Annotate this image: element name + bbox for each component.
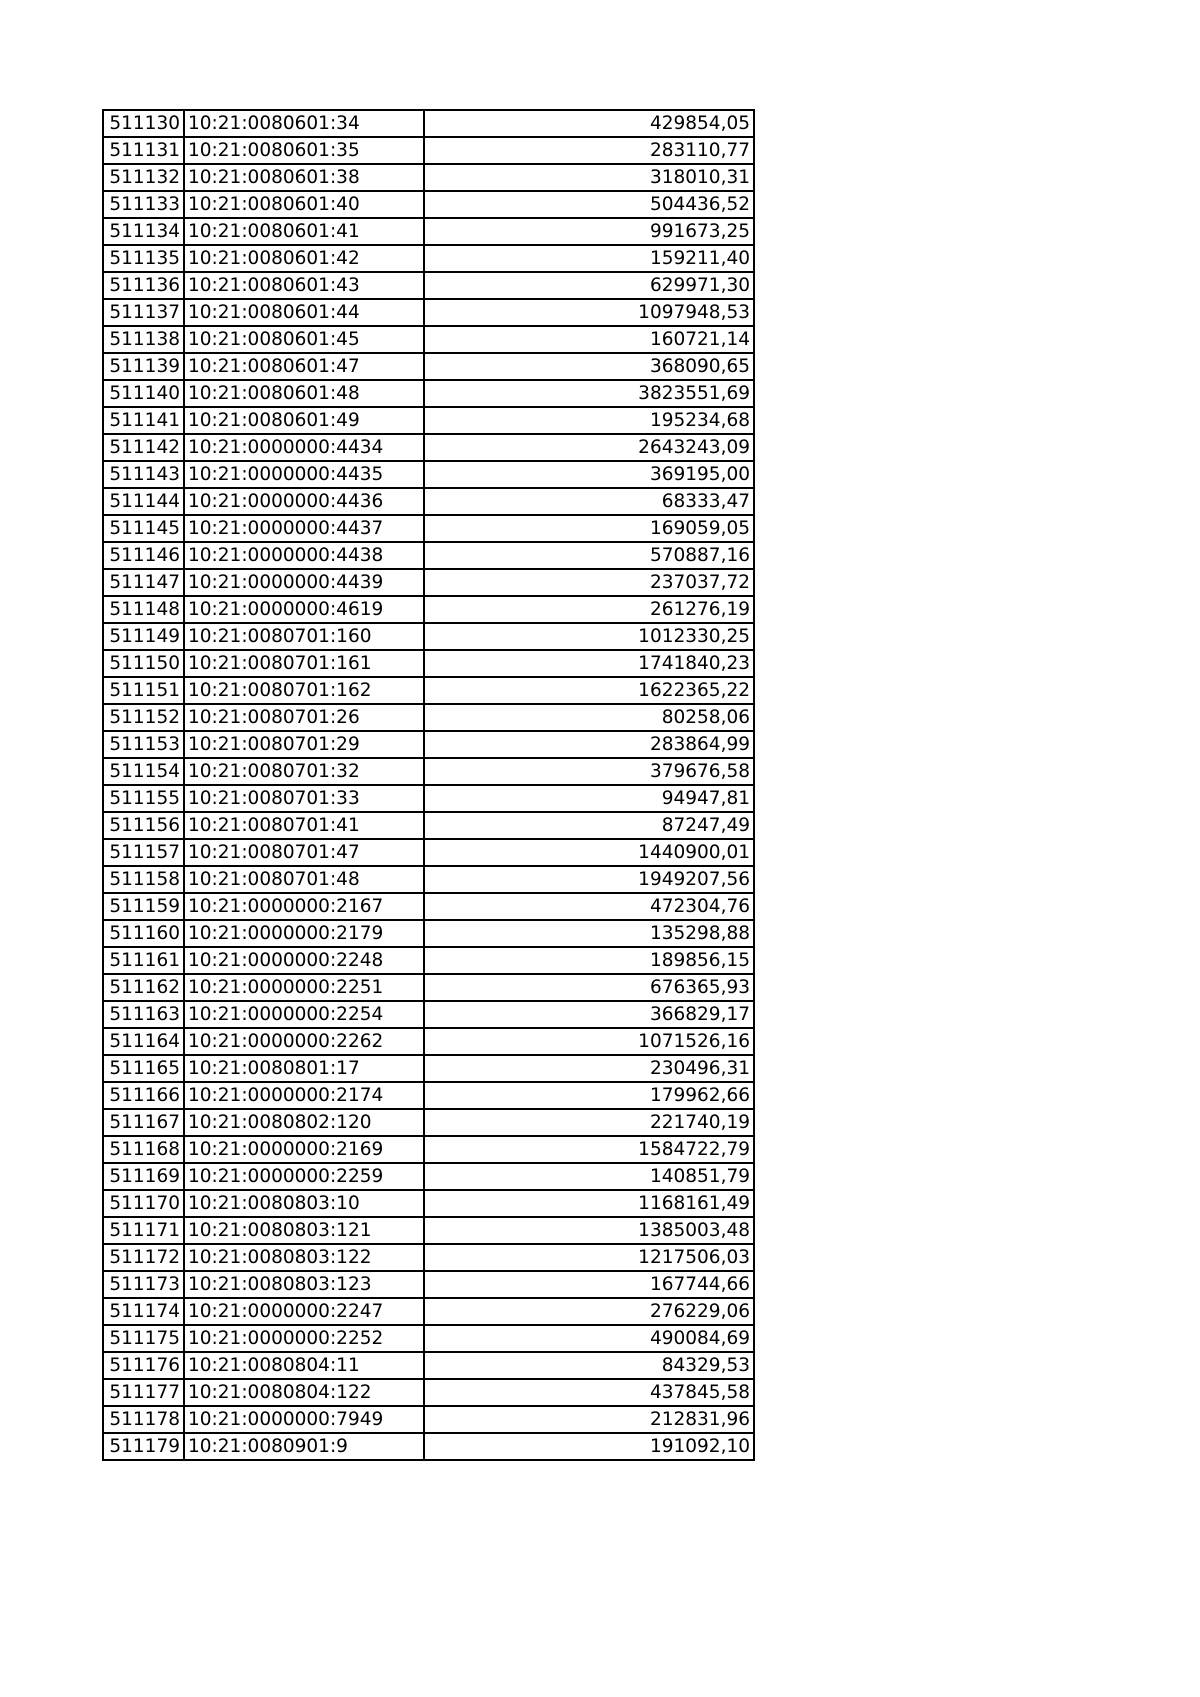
- row-id-cell: 511167: [103, 1109, 184, 1136]
- value-cell: 68333,47: [424, 488, 754, 515]
- row-id-cell: 511139: [103, 353, 184, 380]
- row-id-cell: 511170: [103, 1190, 184, 1217]
- row-id-cell: 511172: [103, 1244, 184, 1271]
- cadastral-number-cell: 10:21:0080701:47: [184, 839, 424, 866]
- cadastral-number-cell: 10:21:0080701:160: [184, 623, 424, 650]
- value-cell: 629971,30: [424, 272, 754, 299]
- value-cell: 366829,17: [424, 1001, 754, 1028]
- value-cell: 87247,49: [424, 812, 754, 839]
- table-row: [103, 218, 754, 245]
- value-cell: 570887,16: [424, 542, 754, 569]
- row-id-cell: 511162: [103, 974, 184, 1001]
- cadastral-number-cell: 10:21:0000000:7949: [184, 1406, 424, 1433]
- value-cell: 283110,77: [424, 137, 754, 164]
- cadastral-number-cell: 10:21:0000000:2179: [184, 920, 424, 947]
- table-row: [103, 1352, 754, 1379]
- cadastral-number-cell: 10:21:0000000:2254: [184, 1001, 424, 1028]
- row-id-cell: 511140: [103, 380, 184, 407]
- value-cell: 189856,15: [424, 947, 754, 974]
- row-id-cell: 511135: [103, 245, 184, 272]
- cadastral-number-cell: 10:21:0080802:120: [184, 1109, 424, 1136]
- value-cell: 437845,58: [424, 1379, 754, 1406]
- cadastral-number-cell: 10:21:0000000:4435: [184, 461, 424, 488]
- row-id-cell: 511175: [103, 1325, 184, 1352]
- table-row: [103, 1190, 754, 1217]
- table-row: [103, 947, 754, 974]
- cadastral-number-cell: 10:21:0080801:17: [184, 1055, 424, 1082]
- value-cell: 504436,52: [424, 191, 754, 218]
- table-row: [103, 1379, 754, 1406]
- table-row: [103, 1217, 754, 1244]
- cadastral-number-cell: 10:21:0080601:34: [184, 110, 424, 137]
- cadastral-number-cell: 10:21:0000000:2247: [184, 1298, 424, 1325]
- value-cell: 472304,76: [424, 893, 754, 920]
- cadastral-number-cell: 10:21:0080701:41: [184, 812, 424, 839]
- table-row: [103, 1163, 754, 1190]
- value-cell: 212831,96: [424, 1406, 754, 1433]
- value-cell: 991673,25: [424, 218, 754, 245]
- value-cell: 221740,19: [424, 1109, 754, 1136]
- cadastral-number-cell: 10:21:0080601:41: [184, 218, 424, 245]
- row-id-cell: 511176: [103, 1352, 184, 1379]
- value-cell: 179962,66: [424, 1082, 754, 1109]
- table-row: [103, 866, 754, 893]
- value-cell: 379676,58: [424, 758, 754, 785]
- value-cell: 3823551,69: [424, 380, 754, 407]
- table-row: [103, 1406, 754, 1433]
- cadastral-number-cell: 10:21:0080601:35: [184, 137, 424, 164]
- table-row: [103, 920, 754, 947]
- cadastral-number-cell: 10:21:0080601:49: [184, 407, 424, 434]
- value-cell: 1741840,23: [424, 650, 754, 677]
- value-cell: 160721,14: [424, 326, 754, 353]
- cadastral-number-cell: 10:21:0000000:2167: [184, 893, 424, 920]
- value-cell: 237037,72: [424, 569, 754, 596]
- row-id-cell: 511148: [103, 596, 184, 623]
- cadastral-number-cell: 10:21:0080701:33: [184, 785, 424, 812]
- cadastral-number-cell: 10:21:0000000:4437: [184, 515, 424, 542]
- table-row: [103, 1271, 754, 1298]
- cadastral-number-cell: 10:21:0080803:10: [184, 1190, 424, 1217]
- table-row: [103, 623, 754, 650]
- cadastral-number-cell: 10:21:0000000:4619: [184, 596, 424, 623]
- row-id-cell: 511145: [103, 515, 184, 542]
- table-row: [103, 164, 754, 191]
- cadastral-number-cell: 10:21:0080701:161: [184, 650, 424, 677]
- value-cell: 80258,06: [424, 704, 754, 731]
- row-id-cell: 511147: [103, 569, 184, 596]
- row-id-cell: 511161: [103, 947, 184, 974]
- row-id-cell: 511142: [103, 434, 184, 461]
- row-id-cell: 511166: [103, 1082, 184, 1109]
- table-row: [103, 569, 754, 596]
- row-id-cell: 511131: [103, 137, 184, 164]
- row-id-cell: 511146: [103, 542, 184, 569]
- table-row: [103, 461, 754, 488]
- row-id-cell: 511169: [103, 1163, 184, 1190]
- table-row: [103, 245, 754, 272]
- table-row: [103, 110, 754, 137]
- value-cell: 159211,40: [424, 245, 754, 272]
- table-row: [103, 596, 754, 623]
- row-id-cell: 511174: [103, 1298, 184, 1325]
- value-cell: 191092,10: [424, 1433, 754, 1460]
- table-row: [103, 785, 754, 812]
- value-cell: 1440900,01: [424, 839, 754, 866]
- row-id-cell: 511156: [103, 812, 184, 839]
- cadastral-number-cell: 10:21:0080601:45: [184, 326, 424, 353]
- row-id-cell: 511157: [103, 839, 184, 866]
- table-row: [103, 1136, 754, 1163]
- table-row: [103, 812, 754, 839]
- cadastral-number-cell: 10:21:0080701:162: [184, 677, 424, 704]
- value-cell: 318010,31: [424, 164, 754, 191]
- value-cell: 490084,69: [424, 1325, 754, 1352]
- table-row: [103, 839, 754, 866]
- table-row: [103, 1028, 754, 1055]
- table-row: [103, 191, 754, 218]
- table-body: [103, 110, 754, 1460]
- row-id-cell: 511136: [103, 272, 184, 299]
- row-id-cell: 511144: [103, 488, 184, 515]
- table-row: [103, 650, 754, 677]
- cadastral-number-cell: 10:21:0080701:29: [184, 731, 424, 758]
- table-row: [103, 488, 754, 515]
- row-id-cell: 511160: [103, 920, 184, 947]
- table-row: [103, 704, 754, 731]
- table-row: [103, 1433, 754, 1460]
- value-cell: 429854,05: [424, 110, 754, 137]
- value-cell: 1071526,16: [424, 1028, 754, 1055]
- cadastral-number-cell: 10:21:0000000:2252: [184, 1325, 424, 1352]
- cadastral-number-cell: 10:21:0080701:32: [184, 758, 424, 785]
- cadastral-number-cell: 10:21:0000000:2262: [184, 1028, 424, 1055]
- cadastral-number-cell: 10:21:0080601:40: [184, 191, 424, 218]
- value-cell: 1385003,48: [424, 1217, 754, 1244]
- table-row: [103, 1001, 754, 1028]
- table-row: [103, 272, 754, 299]
- cadastral-number-cell: 10:21:0080804:122: [184, 1379, 424, 1406]
- value-cell: 368090,65: [424, 353, 754, 380]
- table-row: [103, 353, 754, 380]
- cadastral-number-cell: 10:21:0080901:9: [184, 1433, 424, 1460]
- table-row: [103, 1082, 754, 1109]
- table-row: [103, 1325, 754, 1352]
- cadastral-number-cell: 10:21:0000000:4439: [184, 569, 424, 596]
- row-id-cell: 511149: [103, 623, 184, 650]
- cadastral-number-cell: 10:21:0000000:4434: [184, 434, 424, 461]
- table-row: [103, 974, 754, 1001]
- cadastral-number-cell: 10:21:0080803:122: [184, 1244, 424, 1271]
- row-id-cell: 511173: [103, 1271, 184, 1298]
- cadastral-number-cell: 10:21:0080601:43: [184, 272, 424, 299]
- value-cell: 135298,88: [424, 920, 754, 947]
- value-cell: 169059,05: [424, 515, 754, 542]
- table-row: [103, 380, 754, 407]
- value-cell: 1168161,49: [424, 1190, 754, 1217]
- value-cell: 84329,53: [424, 1352, 754, 1379]
- cadastral-number-cell: 10:21:0080701:48: [184, 866, 424, 893]
- cadastral-number-cell: 10:21:0000000:4438: [184, 542, 424, 569]
- row-id-cell: 511177: [103, 1379, 184, 1406]
- cadastral-number-cell: 10:21:0080601:42: [184, 245, 424, 272]
- table-row: [103, 515, 754, 542]
- value-cell: 276229,06: [424, 1298, 754, 1325]
- table-row: [103, 1109, 754, 1136]
- cadastral-number-cell: 10:21:0000000:2259: [184, 1163, 424, 1190]
- table-row: [103, 137, 754, 164]
- value-cell: 1012330,25: [424, 623, 754, 650]
- row-id-cell: 511179: [103, 1433, 184, 1460]
- table-row: [103, 1244, 754, 1271]
- row-id-cell: 511134: [103, 218, 184, 245]
- value-cell: 94947,81: [424, 785, 754, 812]
- row-id-cell: 511141: [103, 407, 184, 434]
- value-cell: 1097948,53: [424, 299, 754, 326]
- value-cell: 1622365,22: [424, 677, 754, 704]
- value-cell: 1949207,56: [424, 866, 754, 893]
- cadastral-number-cell: 10:21:0000000:4436: [184, 488, 424, 515]
- table-row: [103, 1298, 754, 1325]
- cadastral-number-cell: 10:21:0000000:2174: [184, 1082, 424, 1109]
- table-row: [103, 407, 754, 434]
- value-cell: 195234,68: [424, 407, 754, 434]
- row-id-cell: 511130: [103, 110, 184, 137]
- row-id-cell: 511132: [103, 164, 184, 191]
- cadastral-number-cell: 10:21:0080601:47: [184, 353, 424, 380]
- table-row: [103, 542, 754, 569]
- row-id-cell: 511153: [103, 731, 184, 758]
- cadastral-number-cell: 10:21:0080803:123: [184, 1271, 424, 1298]
- row-id-cell: 511163: [103, 1001, 184, 1028]
- cadastral-number-cell: 10:21:0000000:2248: [184, 947, 424, 974]
- row-id-cell: 511178: [103, 1406, 184, 1433]
- cadastral-number-cell: 10:21:0000000:2251: [184, 974, 424, 1001]
- table-row: [103, 731, 754, 758]
- value-cell: 1217506,03: [424, 1244, 754, 1271]
- row-id-cell: 511138: [103, 326, 184, 353]
- value-cell: 167744,66: [424, 1271, 754, 1298]
- row-id-cell: 511152: [103, 704, 184, 731]
- value-cell: 283864,99: [424, 731, 754, 758]
- table-row: [103, 434, 754, 461]
- table-row: [103, 677, 754, 704]
- row-id-cell: 511171: [103, 1217, 184, 1244]
- row-id-cell: 511150: [103, 650, 184, 677]
- data-table: [102, 109, 755, 1461]
- row-id-cell: 511165: [103, 1055, 184, 1082]
- row-id-cell: 511137: [103, 299, 184, 326]
- row-id-cell: 511168: [103, 1136, 184, 1163]
- table-row: [103, 299, 754, 326]
- value-cell: 369195,00: [424, 461, 754, 488]
- row-id-cell: 511143: [103, 461, 184, 488]
- cadastral-number-cell: 10:21:0080701:26: [184, 704, 424, 731]
- value-cell: 261276,19: [424, 596, 754, 623]
- value-cell: 1584722,79: [424, 1136, 754, 1163]
- row-id-cell: 511164: [103, 1028, 184, 1055]
- cadastral-number-cell: 10:21:0080803:121: [184, 1217, 424, 1244]
- cadastral-number-cell: 10:21:0080601:38: [184, 164, 424, 191]
- value-cell: 140851,79: [424, 1163, 754, 1190]
- table-row: [103, 326, 754, 353]
- row-id-cell: 511155: [103, 785, 184, 812]
- value-cell: 676365,93: [424, 974, 754, 1001]
- row-id-cell: 511158: [103, 866, 184, 893]
- table-row: [103, 1055, 754, 1082]
- value-cell: 2643243,09: [424, 434, 754, 461]
- row-id-cell: 511159: [103, 893, 184, 920]
- cadastral-number-cell: 10:21:0080601:48: [184, 380, 424, 407]
- row-id-cell: 511154: [103, 758, 184, 785]
- cadastral-number-cell: 10:21:0000000:2169: [184, 1136, 424, 1163]
- row-id-cell: 511133: [103, 191, 184, 218]
- table-row: [103, 893, 754, 920]
- row-id-cell: 511151: [103, 677, 184, 704]
- cadastral-number-cell: 10:21:0080804:11: [184, 1352, 424, 1379]
- table-row: [103, 758, 754, 785]
- cadastral-number-cell: 10:21:0080601:44: [184, 299, 424, 326]
- value-cell: 230496,31: [424, 1055, 754, 1082]
